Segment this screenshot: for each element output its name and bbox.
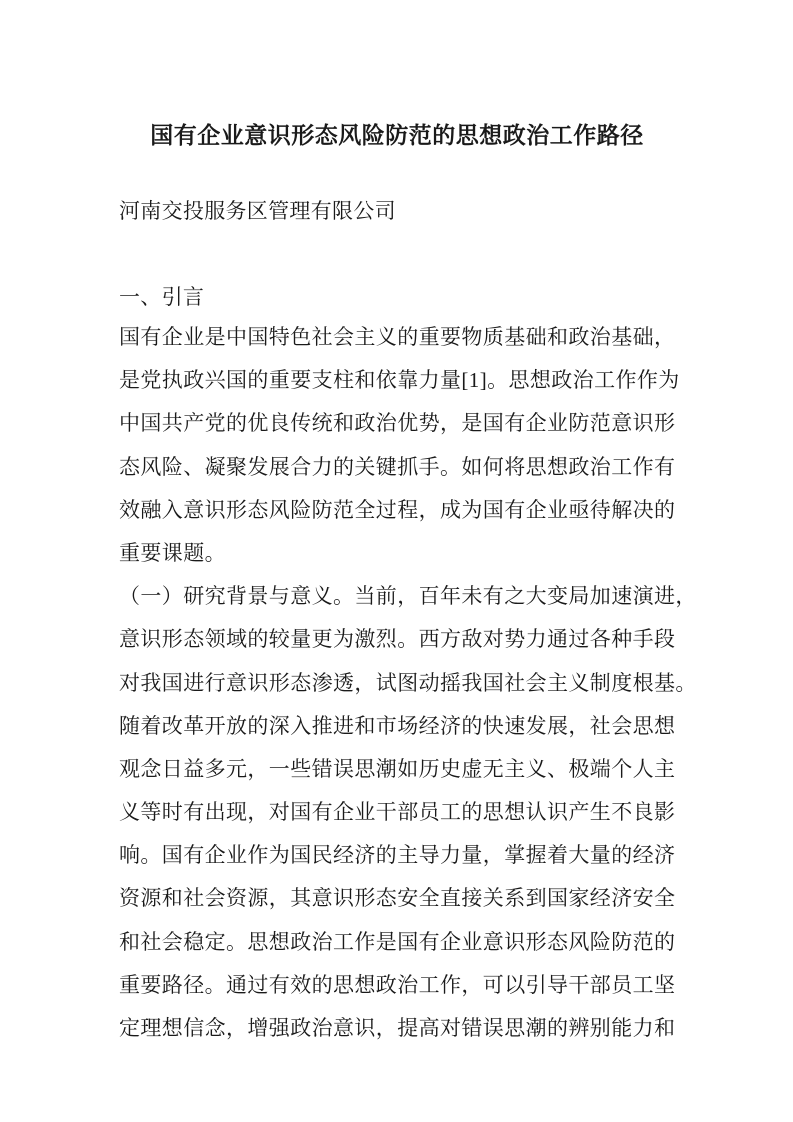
body-line: 定理想信念，增强政治意识，提高对错误思潮的辨别能力和 (119, 1016, 676, 1040)
body-text (119, 316, 697, 1050)
body-line: 中国共产党的优良传统和政治优势，是国有企业防范意识形 (119, 411, 676, 436)
section-heading: 一、引言 (119, 285, 205, 309)
body-line: （一）研究背景与意义。当前，百年未有之大变局加速演进， (119, 584, 697, 609)
body-line: 随着改革开放的深入推进和市场经济的快速发展，社会思想 (119, 713, 676, 738)
body-line: 效融入意识形态风险防范全过程，成为国有企业亟待解决的 (119, 497, 676, 522)
body-line: 和社会稳定。思想政治工作是国有企业意识形态风险防范的 (119, 929, 676, 954)
body-line: 意识形态领域的较量更为激烈。西方敌对势力通过各种手段 (119, 627, 676, 652)
document-title: 国有企业意识形态风险防范的思想政治工作路径 (150, 123, 644, 148)
body-line: 重要路径。通过有效的思想政治工作，可以引导干部员工坚 (119, 972, 676, 997)
body-line: 态风险、凝聚发展合力的关键抓手。如何将思想政治工作有 (119, 454, 676, 479)
body-line: 响。国有企业作为国民经济的主导力量，掌握着大量的经济 (119, 843, 676, 868)
body-line: 义等时有出现，对国有企业干部员工的思想认识产生不良影 (119, 800, 676, 825)
body-line: 国有企业是中国特色社会主义的重要物质基础和政治基础， (119, 325, 676, 349)
body-line: 资源和社会资源，其意识形态安全直接关系到国家经济安全 (119, 886, 676, 911)
body-line: 观念日益多元，一些错误思潮如历史虚无主义、极端个人主 (119, 756, 676, 781)
body-line: 是党执政兴国的重要支柱和依靠力量[1]。思想政治工作作为 (119, 368, 680, 393)
body-line: 重要课题。 (119, 540, 226, 565)
author-line: 河南交投服务区管理有限公司 (119, 199, 396, 223)
body-line: 对我国进行意识形态渗透，试图动摇我国社会主义制度根基。 (119, 670, 697, 695)
